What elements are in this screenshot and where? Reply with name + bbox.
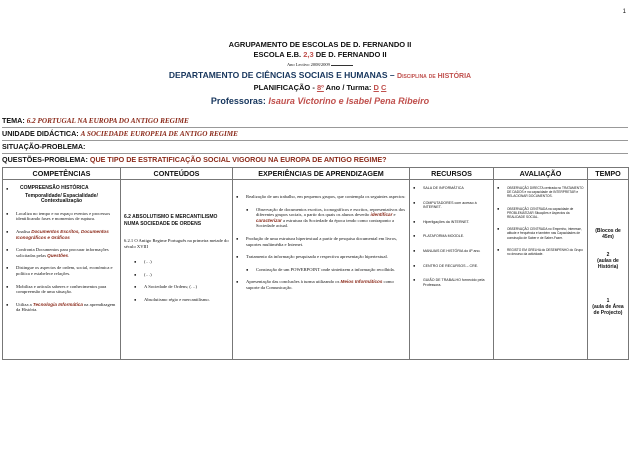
table-row [3,180,629,360]
list-item: ● Tratamento da informação pesquisada e respectiva apresentação hipertextual. [236,254,406,260]
recursos-cell [410,180,494,360]
list-item: ● CENTRO DE RECURSOS – CRE. [413,264,490,269]
tempo-history: (aulas de História) [597,258,619,270]
school-year: Ano Lectivo 2008/2009 [0,62,640,67]
avaliacao-cell [494,180,588,360]
tempo-count-2: 1 [606,298,610,304]
school-title: ESCOLA E.B. 2,3 DE D. FERNANDO II [253,50,387,59]
list-item: ● SALA DE INFORMÁTICA [413,186,490,191]
tempo-blocks: (Blocos de 45m) [595,228,621,240]
competencias-heading1: ● COMPREENSÃO HISTÓRICA [6,186,117,192]
list-item: ● GUIÃO DE TRABALHO fornecido pela Professora. [413,278,490,287]
col-competencias: COMPETÊNCIAS [3,168,121,180]
tempo-project: (aula de Área de Projecto) [592,304,624,316]
list-item: ● MANUAIS DE HISTÓRIA do 8º ano. [413,249,490,254]
list-item: ● (…) [124,272,229,278]
list-item: ● Distingue os aspectos de ordem, social, económica e política e estabelece relações. [6,265,117,276]
conteudos-cell [121,180,233,360]
school-group-title: AGRUPAMENTO DE ESCOLAS DE D. FERNANDO II [228,40,412,49]
table-header-row [3,168,629,180]
list-item: ● Realização de um trabalho, em pequenos grupos, que contempla os seguintes aspectos: [236,194,406,200]
conteudos-heading: 6.2 ABSOLUTISMO E MERCANTILISMO NUMA SOCIEDADE DE ORDENS [124,214,218,227]
col-experiencias: EXPERIÊNCIAS DE APRENDIZAGEM [233,168,410,180]
list-item: ● Produção de uma estrutura hipertextual a partir de pesquisa documental em livros, suportes multimédia e Internet. [236,236,406,247]
page-number: 1 [622,9,626,15]
planning-table [2,167,629,360]
col-tempo: TEMPO [588,168,629,180]
list-item: ● Construção de um POWERPOINT onde sintetizem a informação recolhida. [236,267,406,273]
list-item: ● (…) [124,259,229,265]
department-title: DEPARTAMENTO DE CIÊNCIAS SOCIAIS E HUMANAS – Disciplina de HISTÓRIA [168,70,472,80]
list-item: ● COMPUTADORES com acesso à INTERNET. [413,201,490,210]
list-item: ● A Sociedade de Ordens; (…) [124,284,229,290]
list-item: ● PLATAFORMA MOODLE. [413,234,490,239]
col-conteudos: CONTEÚDOS [121,168,233,180]
competencias-heading2: Temporalidade/ Espacialidade/ Contextualização [25,192,98,205]
competencias-cell [3,180,121,360]
teachers-line: Professoras: Isaura Victorino e Isabel Pena Ribeiro [210,96,430,106]
list-item: ● Analisa Documentos Escritos, Documentos Iconográficos e Gráficos [6,229,117,240]
unidade-bar: UNIDADE DIDÁCTICA: A SOCIEDADE EUROPEIA DE ANTIGO REGIME [2,128,628,141]
list-item: ● REGISTO EM GRELHA do DESEMPENHO do Grupo no decurso da actividade. [497,248,584,256]
questoes-bar: QUESTÕES-PROBLEMA: QUE TIPO DE ESTRATIFICAÇÃO SOCIAL VIGOROU NA EUROPA DE ANTIGO REGIME? [2,155,387,164]
col-recursos: RECURSOS [410,168,494,180]
list-item: ● Hiperligações da INTERNET. [413,220,490,225]
situacao-bar: SITUAÇÃO-PROBLEMA: [2,141,628,154]
list-item: ● Mobiliza e articula saberes e conhecimentos para compreensão de uma situação. [6,284,117,295]
list-item: ● OBSERVAÇÃO CENTRADA na capacidade de PROBLEMATIZAR Situações e Aspectos da REALIDADE SOCIAL. [497,207,584,220]
list-item: ● Confronta Documentos para procurar informações solicitadas pelas Questões. [6,247,117,258]
planning-line: PLANIFICAÇÃO - 8º Ano / Turma: D C [253,83,387,92]
list-item: ● OBSERVAÇÃO DIRECTA centrada no TRATAMENTO DE DADOS e na capacidade de INTERPRETAR e RELACIONAR DOCUMENTOS. [497,186,584,199]
experiencias-cell [233,180,410,360]
conteudos-intro: 6.2.1 O Antigo Regime Português na primeira metade do século XVIII [124,238,229,249]
tempo-cell [588,180,629,360]
list-item: ● Localiza no tempo e no espaço eventos e processos identificando fases e momentos de ruptura. [6,211,117,222]
tema-bar: TEMA: 6.2 PORTUGAL NA EUROPA DO ANTIGO REGIME [2,115,628,128]
list-item: ● Apresentação das conclusões à turma utilizando os Meios Informáticos como suporte da Comunicação. [236,279,406,290]
list-item: ● Absolutismo régio e mercantilismo. [124,297,229,303]
list-item: ● OBSERVAÇÃO CENTRADA no Empenho, interesse, atitude e frequência e também nas Capacidades de construção de Saber e de Saber-Fazer. [497,227,584,240]
list-item: ● Utiliza a Tecnologia Informática na aprendizagem da História. [6,302,117,313]
tempo-count-1: 2 [606,252,610,258]
list-item: ● Observação de documentos escritos, iconográficos e escritos, representativos dos diferentes grupos sociais, a partir dos quais os alunos deverão identificar e caracterizar a estrutura da Sociedade da época tendo como contraponto a Sociedade actual. [236,207,406,229]
col-avaliacao: AVALIAÇÃO [494,168,588,180]
